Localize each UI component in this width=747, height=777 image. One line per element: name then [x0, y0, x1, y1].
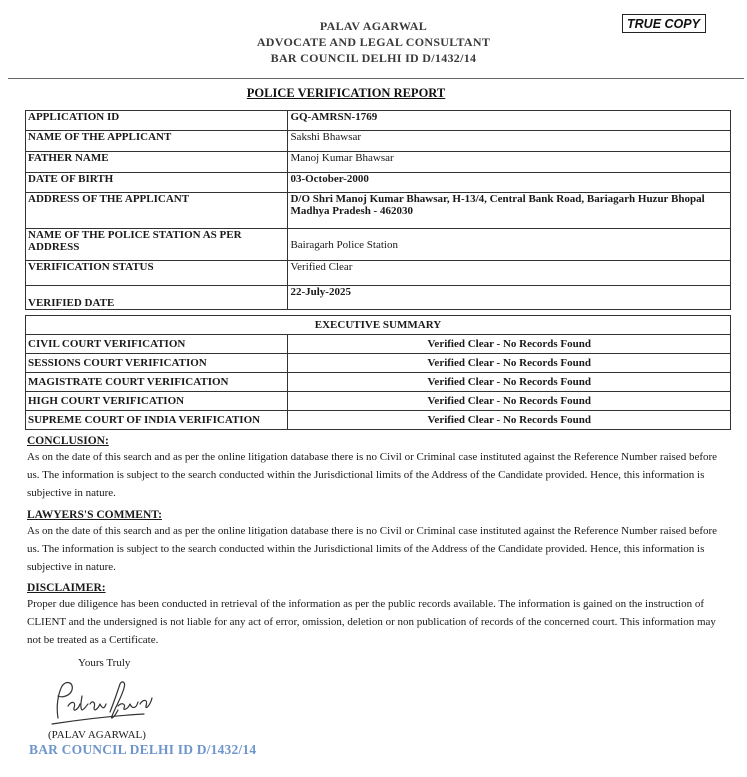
detail-value: GQ-AMRSN-1769 [288, 111, 731, 131]
detail-value: 22-July-2025 [288, 286, 731, 310]
detail-label: FATHER NAME [26, 152, 288, 173]
table-row [26, 131, 731, 152]
table-row [26, 354, 731, 373]
detail-value: Sakshi Bhawsar [288, 131, 731, 152]
detail-label: NAME OF THE APPLICANT [26, 131, 288, 152]
lawyers-comment-section [27, 508, 727, 576]
advocate-profession: ADVOCATE AND LEGAL CONSULTANT [256, 35, 491, 49]
table-row [26, 152, 731, 173]
conclusion-heading: CONCLUSION: [27, 435, 109, 447]
closing-salutation: Yours Truly [78, 657, 131, 669]
executive-summary-heading: EXECUTIVE SUMMARY [26, 316, 731, 335]
detail-value: Bairagarh Police Station [288, 229, 731, 261]
signatory-bar-id: BAR COUNCIL DELHI ID D/1432/14 [29, 742, 257, 757]
table-row [26, 316, 731, 335]
conclusion-text: As on the date of this search and as per the online litigation database there is no Civil or Criminal case instituted against the Reference Number raised before us. The information is subject to the search conducted within the Jurisdictional limits of the Address of the Candidate provided. Hence, this information is subjective in nature. [27, 451, 718, 499]
table-row [26, 193, 731, 229]
table-row [26, 229, 731, 261]
conclusion-section [27, 434, 727, 502]
handwritten-signature [48, 676, 158, 728]
table-row [26, 173, 731, 193]
true-copy-stamp: TRUE COPY [622, 14, 706, 33]
detail-label: NAME OF THE POLICE STATION AS PER ADDRESS [26, 229, 288, 261]
summary-value: Verified Clear - No Records Found [288, 411, 731, 430]
advocate-bar-id: BAR COUNCIL DELHI ID D/1432/14 [270, 51, 477, 65]
detail-label: ADDRESS OF THE APPLICANT [26, 193, 288, 229]
detail-value: Verified Clear [288, 261, 731, 286]
lawyers-comment-text: As on the date of this search and as per the online litigation database there is no Civil or Criminal case instituted against the Reference Number raised before us. The information is subject to the search conducted within the Jurisdictional limits of the Address of the Candidate provided. Hence, this information is subjective in nature. [27, 525, 718, 573]
detail-label: VERIFICATION STATUS [26, 261, 288, 286]
table-row [26, 411, 731, 430]
report-title: POLICE VERIFICATION REPORT [246, 86, 446, 100]
detail-label: DATE OF BIRTH [26, 173, 288, 193]
table-row [26, 261, 731, 286]
table-row [26, 335, 731, 354]
executive-summary-table [25, 315, 731, 430]
table-row [26, 286, 731, 310]
detail-label: VERIFIED DATE [26, 286, 288, 310]
summary-label: CIVIL COURT VERIFICATION [26, 335, 288, 354]
summary-value: Verified Clear - No Records Found [288, 354, 731, 373]
disclaimer-section [27, 581, 727, 649]
header-divider [8, 78, 744, 79]
summary-label: SUPREME COURT OF INDIA VERIFICATION [26, 411, 288, 430]
lawyers-comment-heading: LAWYERS'S COMMENT: [27, 509, 162, 521]
table-row [26, 392, 731, 411]
applicant-details-table [25, 110, 731, 310]
disclaimer-text: Proper due diligence has been conducted in retrieval of the information as per the public records available. The information is gained on the instruction of CLIENT and the undersigned is not liable for any act of error, omission, deletion or non publication of records of the concerned court. This information may not be treated as a Certificate. [27, 598, 716, 646]
detail-value: Manoj Kumar Bhawsar [288, 152, 731, 173]
summary-value: Verified Clear - No Records Found [288, 373, 731, 392]
summary-label: MAGISTRATE COURT VERIFICATION [26, 373, 288, 392]
advocate-name: PALAV AGARWAL [319, 19, 428, 33]
table-row [26, 373, 731, 392]
summary-label: SESSIONS COURT VERIFICATION [26, 354, 288, 373]
detail-value: 03-October-2000 [288, 173, 731, 193]
signatory-name: (PALAV AGARWAL) [48, 729, 146, 741]
detail-label: APPLICATION ID [26, 111, 288, 131]
detail-value: D/O Shri Manoj Kumar Bhawsar, H-13/4, Central Bank Road, Bariagarh Huzur Bhopal Madhya Pradesh - 462030 [288, 193, 731, 229]
summary-label: HIGH COURT VERIFICATION [26, 392, 288, 411]
summary-value: Verified Clear - No Records Found [288, 335, 731, 354]
summary-value: Verified Clear - No Records Found [288, 392, 731, 411]
table-row [26, 111, 731, 131]
disclaimer-heading: DISCLAIMER: [27, 582, 106, 594]
